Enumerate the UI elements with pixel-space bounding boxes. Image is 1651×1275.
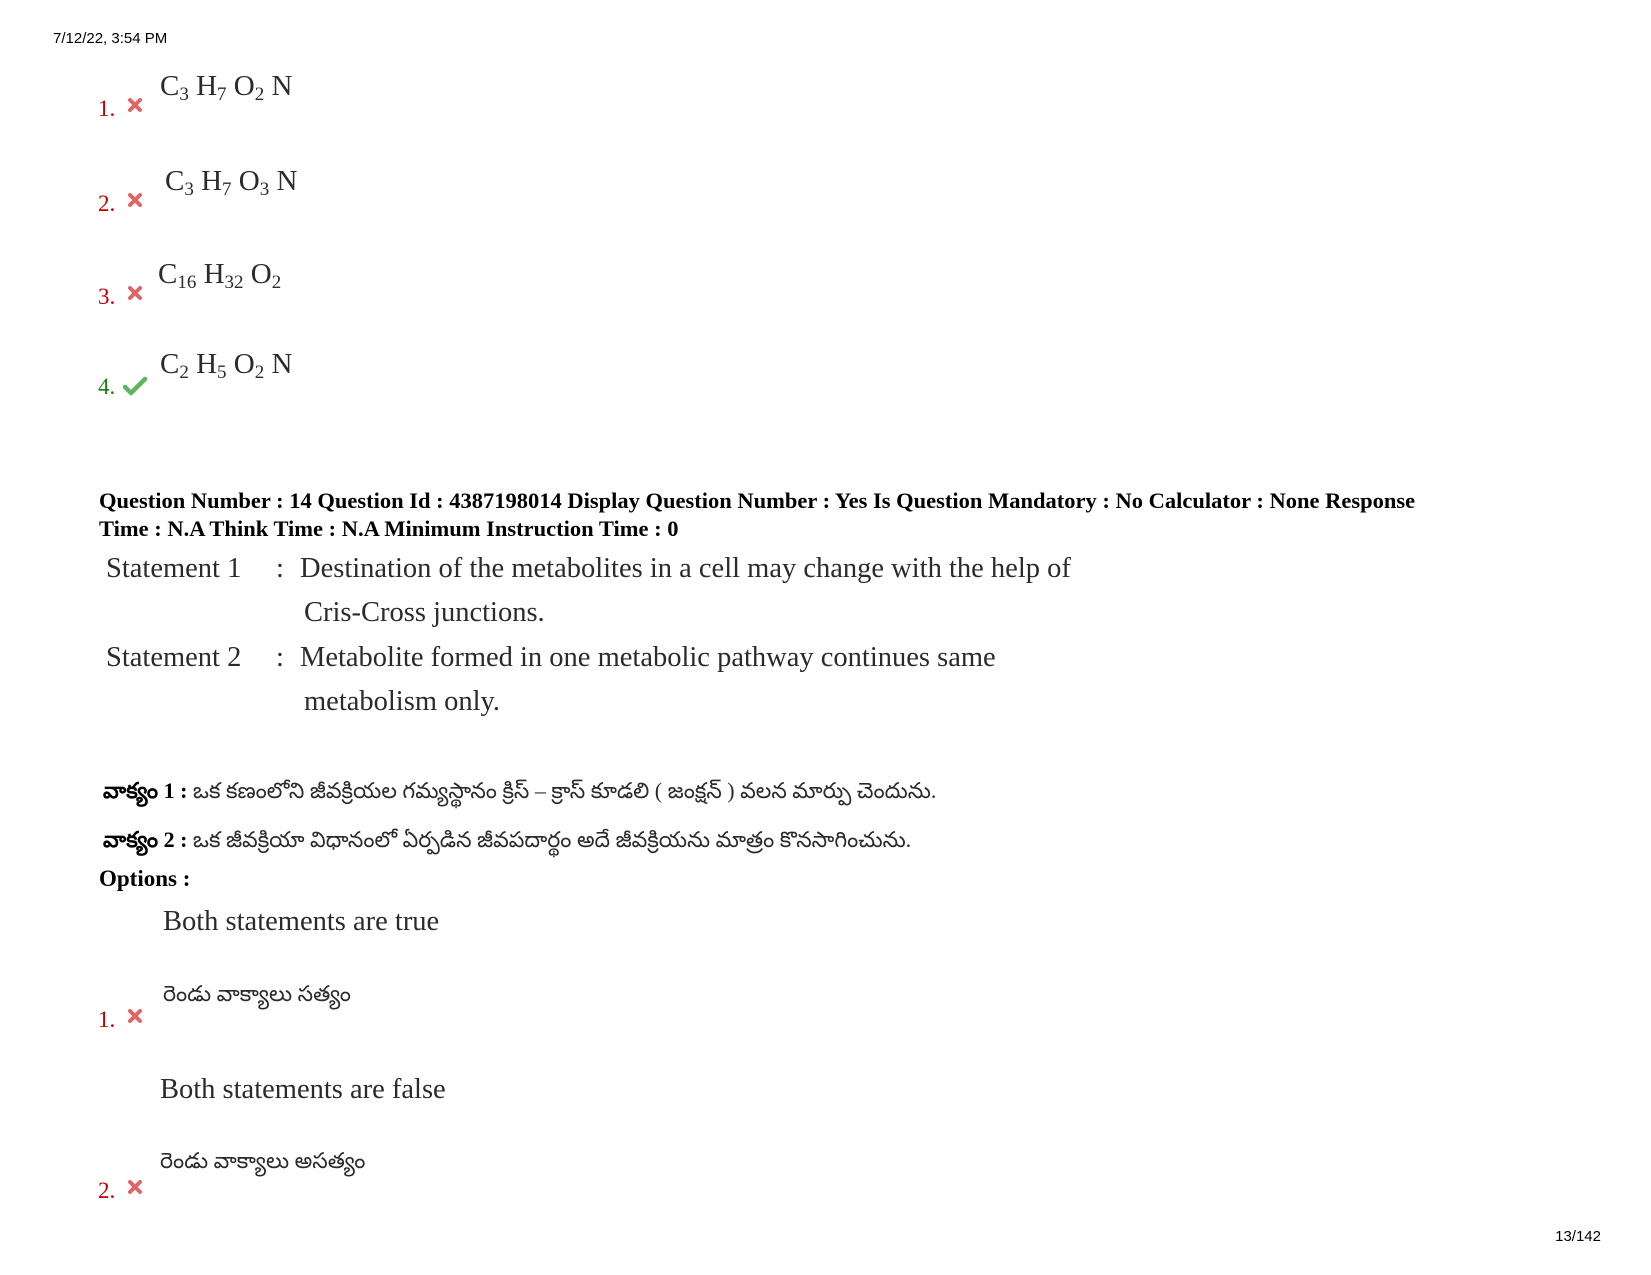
correct-check-icon <box>123 376 147 401</box>
statement-2-continuation: metabolism only. <box>304 686 501 717</box>
question-meta-line-2: Time : N.A Think Time : N.A Minimum Instruction Time : 0 <box>99 516 679 541</box>
formula-element: H <box>196 70 218 102</box>
formula-element: N <box>271 348 293 380</box>
chemical-formula <box>160 70 292 106</box>
options-heading: Options : <box>99 866 191 891</box>
telugu-statement-1-label: వాక్యం 1 : <box>103 778 188 803</box>
option-number: 2. <box>98 1178 116 1203</box>
formula-subscript: 3 <box>184 179 194 200</box>
page-number: 13/142 <box>1555 1228 1601 1245</box>
formula-subscript: 7 <box>217 84 227 105</box>
wrong-cross-icon <box>127 1008 143 1029</box>
option-telugu-text: రెండు వాక్యాలు సత్యం <box>163 981 351 1006</box>
statement-1-text: Destination of the metabolites in a cell may change with the help of <box>300 553 1071 584</box>
formula-element: C <box>160 348 180 380</box>
telugu-statement-1 <box>103 778 936 809</box>
wrong-cross-icon <box>127 97 143 118</box>
formula-element: N <box>276 165 298 197</box>
formula-subscript: 2 <box>254 84 265 105</box>
statement-1-continuation: Cris-Cross junctions. <box>304 597 545 628</box>
statement-2-text: Metabolite formed in one metabolic pathway continues same <box>300 642 996 673</box>
formula-subscript: 3 <box>259 179 270 200</box>
option-number: 1. <box>98 1007 116 1032</box>
formula-element: O <box>250 258 272 290</box>
question-metadata <box>99 487 1599 543</box>
formula-subscript: 2 <box>179 362 189 383</box>
telugu-statement-2 <box>103 827 911 858</box>
formula-element: C <box>158 258 178 290</box>
formula-subscript: 3 <box>179 84 189 105</box>
chemical-formula <box>158 258 281 294</box>
wrong-cross-icon <box>127 192 143 213</box>
formula-element: H <box>203 258 225 290</box>
chemical-formula <box>165 165 297 201</box>
formula-element: O <box>233 70 255 102</box>
statement-1-colon: : <box>276 553 284 584</box>
prev-option-number: 1. <box>98 96 116 121</box>
prev-option-number: 2. <box>98 191 116 216</box>
formula-element: H <box>196 348 218 380</box>
telugu-statement-2-label: వాక్యం 2 : <box>103 827 188 852</box>
formula-subscript: 5 <box>217 362 227 383</box>
print-datetime: 7/12/22, 3:54 PM <box>53 30 168 47</box>
formula-element: C <box>165 165 185 197</box>
option-telugu-text: రెండు వాక్యాలు అసత్యం <box>160 1148 366 1173</box>
option-english-text: Both statements are true <box>163 906 440 937</box>
statement-1 <box>106 553 1071 585</box>
wrong-cross-icon <box>127 1179 143 1200</box>
formula-subscript: 32 <box>224 272 244 293</box>
formula-subscript: 2 <box>271 272 282 293</box>
prev-option-number: 4. <box>98 374 116 399</box>
formula-element: O <box>238 165 260 197</box>
statement-1-label: Statement 1 <box>106 553 242 584</box>
formula-element: O <box>233 348 255 380</box>
formula-element: H <box>201 165 223 197</box>
telugu-statement-2-text: ఒక జీవక్రియా విధానంలో ఏర్పడిన జీవపదార్థం అదే జీవక్రియను మాత్రం కొనసాగించును. <box>192 827 912 852</box>
option-english-text: Both statements are false <box>160 1074 446 1105</box>
formula-element: N <box>271 70 293 102</box>
statement-2-label: Statement 2 <box>106 642 242 673</box>
formula-subscript: 16 <box>177 272 197 293</box>
chemical-formula <box>160 348 292 384</box>
formula-element: C <box>160 70 180 102</box>
question-meta-line-1: Question Number : 14 Question Id : 4387198014 Display Question Number : Yes Is Question Mandatory : No Calculator : None Response <box>99 488 1416 513</box>
statement-2-colon: : <box>276 642 284 673</box>
prev-option-number: 3. <box>98 284 116 309</box>
wrong-cross-icon <box>127 285 143 306</box>
telugu-statement-1-text: ఒక కణంలోని జీవక్రియల గమ్యస్థానం క్రిస్ – క్రాస్ కూడలి ( జంక్షన్ ) వలన మార్పు చెందును. <box>192 778 937 803</box>
statement-2 <box>106 642 996 674</box>
formula-subscript: 7 <box>222 179 232 200</box>
formula-subscript: 2 <box>254 362 265 383</box>
